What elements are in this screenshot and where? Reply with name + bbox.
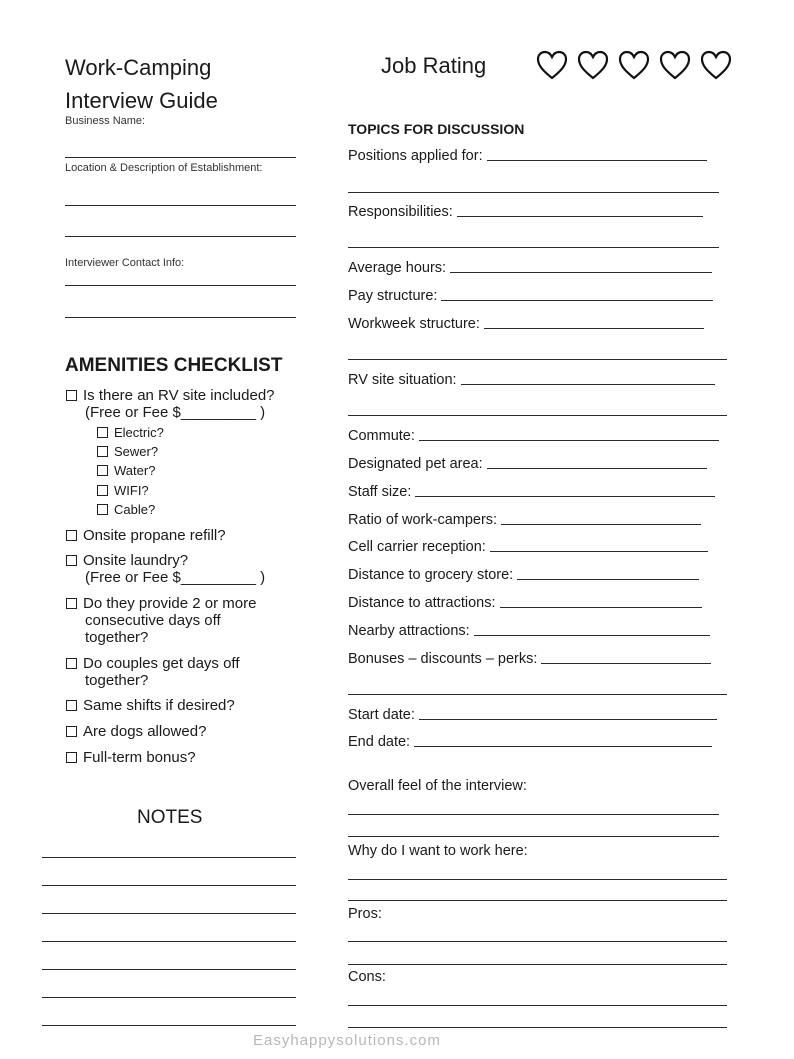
location-line[interactable] [65, 236, 296, 237]
contact-label: Interviewer Contact Info: [65, 257, 185, 269]
field-positions[interactable] [348, 148, 707, 164]
watermark: Easyhappysolutions.com [253, 1032, 441, 1049]
field-label: Positions applied for: [348, 148, 483, 164]
checkbox-icon[interactable] [97, 446, 108, 457]
field-line[interactable] [348, 941, 727, 942]
field-line[interactable] [348, 879, 727, 880]
notes-line[interactable] [42, 885, 296, 886]
field-line[interactable] [414, 746, 712, 747]
field-line[interactable] [348, 694, 727, 695]
checklist-subitem-cable[interactable] [97, 502, 155, 517]
field-line[interactable] [487, 160, 707, 161]
item-label: WIFI? [114, 483, 149, 498]
notes-line[interactable] [42, 997, 296, 998]
field-line[interactable] [415, 496, 715, 497]
item-label: Electric? [114, 425, 164, 440]
item-label: (Free or Fee $_________ ) [85, 569, 266, 586]
field-line[interactable] [348, 1005, 727, 1006]
field-label: Distance to attractions: [348, 595, 496, 611]
heart-icon[interactable] [577, 50, 609, 80]
checkbox-icon[interactable] [66, 700, 77, 711]
checklist-item-dogs[interactable] [66, 723, 206, 740]
checkbox-icon[interactable] [66, 658, 77, 669]
job-rating-hearts [536, 50, 732, 80]
field-average-hours[interactable] [348, 260, 712, 276]
field-label: RV site situation: [348, 372, 457, 388]
field-line[interactable] [490, 551, 708, 552]
field-line[interactable] [348, 192, 719, 193]
field-line[interactable] [441, 300, 713, 301]
checkbox-icon[interactable] [97, 504, 108, 515]
checklist-item-bonus[interactable] [66, 749, 196, 766]
field-label: Start date: [348, 707, 415, 723]
field-label: Responsibilities: [348, 204, 453, 220]
field-line[interactable] [348, 1027, 727, 1028]
field-label: Cell carrier reception: [348, 539, 486, 555]
page-title [65, 51, 218, 117]
field-line[interactable] [484, 328, 704, 329]
pros-label: Pros: [348, 906, 382, 922]
notes-line[interactable] [42, 913, 296, 914]
checkbox-icon[interactable] [66, 752, 77, 763]
field-rv-site-situation[interactable] [348, 372, 715, 388]
field-line[interactable] [348, 900, 727, 901]
location-label: Location & Description of Establishment: [65, 162, 263, 174]
contact-line[interactable] [65, 285, 296, 286]
title-line-2: Interview Guide [65, 88, 218, 113]
field-nearby-attractions[interactable] [348, 623, 710, 639]
field-staff-size[interactable] [348, 484, 715, 500]
item-label: Same shifts if desired? [83, 697, 235, 714]
field-label: Distance to grocery store: [348, 567, 514, 583]
overall-feel-label: Overall feel of the interview: [348, 778, 527, 794]
checklist-subitem-electric[interactable] [97, 425, 164, 440]
field-label: Designated pet area: [348, 456, 483, 472]
field-start-date[interactable] [348, 707, 717, 723]
field-pay-structure[interactable] [348, 288, 713, 304]
field-grocery-distance[interactable] [348, 567, 699, 583]
business-name-line[interactable] [65, 157, 296, 158]
checkbox-icon[interactable] [66, 555, 77, 566]
amenities-title: AMENITIES CHECKLIST [65, 355, 283, 376]
notes-line[interactable] [42, 941, 296, 942]
field-attractions-distance[interactable] [348, 595, 702, 611]
field-line[interactable] [348, 964, 727, 965]
field-line[interactable] [348, 814, 719, 815]
checkbox-icon[interactable] [97, 427, 108, 438]
item-label: Do couples get days off [83, 655, 240, 672]
heart-icon[interactable] [618, 50, 650, 80]
item-label: Sewer? [114, 444, 159, 459]
heart-icon[interactable] [536, 50, 568, 80]
field-label: Average hours: [348, 260, 447, 276]
item-label: Onsite propane refill? [83, 527, 226, 544]
notes-line[interactable] [42, 1025, 296, 1026]
field-line[interactable] [348, 247, 719, 248]
field-end-date[interactable] [348, 734, 712, 750]
item-label: together? [85, 672, 149, 689]
item-label: consecutive days off [85, 612, 221, 629]
contact-line[interactable] [65, 317, 296, 318]
title-line-1: Work-Camping [65, 55, 212, 80]
checklist-item-same-shifts[interactable] [66, 697, 235, 714]
checkbox-icon[interactable] [97, 485, 108, 496]
checklist-item-propane[interactable] [66, 527, 226, 544]
field-line[interactable] [457, 216, 703, 217]
field-line[interactable] [541, 663, 711, 664]
checklist-subitem-water[interactable] [97, 463, 155, 478]
item-label: Water? [114, 463, 156, 478]
field-line[interactable] [348, 415, 727, 416]
checklist-item-laundry[interactable] [66, 552, 265, 586]
checklist-subitem-sewer[interactable] [97, 444, 158, 459]
field-label: Ratio of work-campers: [348, 512, 498, 528]
field-label: Nearby attractions: [348, 623, 470, 639]
item-label: (Free or Fee $_________ ) [85, 404, 266, 421]
field-line[interactable] [419, 719, 717, 720]
checkbox-icon[interactable] [66, 726, 77, 737]
field-label: Staff size: [348, 484, 412, 500]
field-line[interactable] [474, 635, 710, 636]
field-pet-area[interactable] [348, 456, 707, 472]
location-line[interactable] [65, 205, 296, 206]
field-line[interactable] [419, 440, 719, 441]
checklist-subitem-wifi[interactable] [97, 483, 149, 498]
item-label: Do they provide 2 or more [83, 595, 257, 612]
why-work-label: Why do I want to work here: [348, 843, 528, 859]
checkbox-icon[interactable] [97, 465, 108, 476]
field-label: Pay structure: [348, 288, 438, 304]
checkbox-icon[interactable] [66, 598, 77, 609]
cons-label: Cons: [348, 969, 386, 985]
field-line[interactable] [517, 579, 699, 580]
field-line[interactable] [500, 607, 702, 608]
heart-icon[interactable] [700, 50, 732, 80]
field-line[interactable] [450, 272, 712, 273]
field-line[interactable] [461, 384, 715, 385]
heart-icon[interactable] [659, 50, 691, 80]
field-ratio[interactable] [348, 512, 701, 528]
field-label: Bonuses – discounts – perks: [348, 651, 538, 667]
field-responsibilities[interactable] [348, 204, 703, 220]
checklist-item-days-off[interactable] [66, 595, 256, 646]
business-name-label: Business Name: [65, 115, 146, 127]
item-label: Full-term bonus? [83, 749, 196, 766]
field-line[interactable] [348, 836, 719, 837]
topics-title: TOPICS FOR DISCUSSION [348, 121, 525, 137]
checkbox-icon[interactable] [66, 530, 77, 541]
checkbox-icon[interactable] [66, 390, 77, 401]
field-bonuses[interactable] [348, 651, 711, 667]
checklist-item-couples[interactable] [66, 655, 240, 689]
item-label: Cable? [114, 502, 156, 517]
checklist-item-rv-site[interactable] [66, 387, 275, 421]
field-cell-reception[interactable] [348, 539, 708, 555]
notes-line[interactable] [42, 969, 296, 970]
notes-line[interactable] [42, 857, 296, 858]
field-label: End date: [348, 734, 411, 750]
notes-title: NOTES [137, 807, 203, 828]
field-line[interactable] [487, 468, 707, 469]
field-line[interactable] [348, 359, 727, 360]
item-label: Is there an RV site included? [83, 387, 275, 404]
job-rating-label: Job Rating [381, 53, 487, 78]
item-label: Are dogs allowed? [83, 723, 207, 740]
item-label: together? [85, 629, 149, 646]
field-commute[interactable] [348, 428, 719, 444]
field-label: Workweek structure: [348, 316, 480, 332]
field-label: Commute: [348, 428, 415, 444]
field-workweek[interactable] [348, 316, 704, 332]
field-line[interactable] [501, 524, 701, 525]
item-label: Onsite laundry? [83, 552, 189, 569]
